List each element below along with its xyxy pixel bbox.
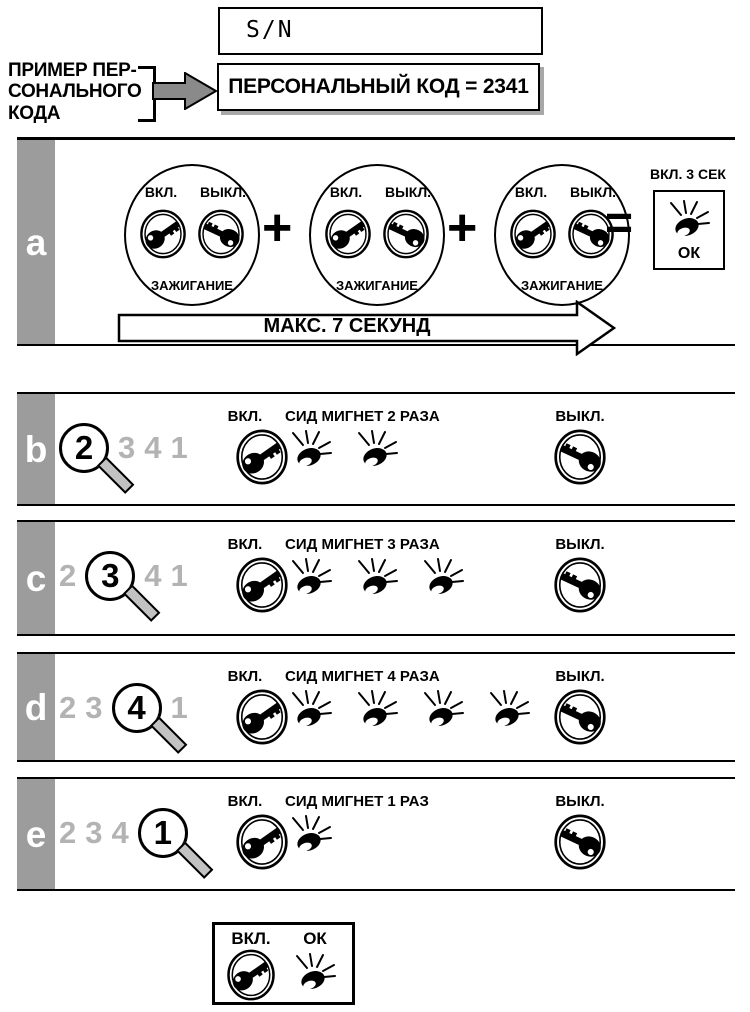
ignition-off-label: ВЫКЛ.	[569, 184, 617, 200]
code-digit-current: 3	[101, 557, 120, 594]
ok-label: ОК	[303, 929, 327, 948]
ignition-caption: ЗАЖИГАНИЕ	[151, 278, 233, 293]
led-flashes	[289, 430, 401, 470]
ignition-off-label: ВЫКЛ.	[555, 668, 605, 685]
code-step-band	[17, 777, 735, 891]
step-letter: a	[25, 221, 47, 263]
final-state-box	[212, 922, 355, 1005]
ignition-off-label: ВЫКЛ.	[555, 536, 605, 553]
ignition-key-off-icon	[553, 813, 607, 871]
ignition-on-label: ВКЛ.	[514, 184, 548, 200]
personal-code-box	[217, 63, 540, 111]
led-flash-icon	[289, 815, 335, 855]
ignition-key-off-icon	[197, 208, 245, 260]
ignition-key-on-icon	[235, 688, 289, 746]
step-band-a	[17, 137, 735, 346]
serial-number-box	[218, 7, 543, 55]
ignition-key-on-icon	[139, 208, 187, 260]
max-seconds-label: МАКС. 7 СЕКУНД	[263, 315, 431, 337]
code-digit: 3	[85, 690, 103, 725]
code-digit: 1	[170, 430, 188, 465]
ignition-on-label: ВКЛ.	[227, 793, 263, 810]
led-flash-icon	[289, 690, 335, 730]
led-flashes	[289, 690, 533, 730]
ignition-key-on-icon	[509, 208, 557, 260]
code-digit-current: 1	[153, 814, 172, 851]
ignition-key-on-icon	[226, 948, 276, 1002]
result-title-label: ВКЛ. 3 СЕК	[650, 166, 726, 182]
magnifier-digit	[85, 551, 135, 601]
ok-label: ОК	[677, 245, 701, 262]
equals-sign: =	[605, 197, 634, 250]
led-blink-label: СИД МИГНЕТ 1 РАЗ	[285, 793, 429, 810]
ignition-on-label: ВКЛ.	[227, 536, 263, 553]
led-flashes	[289, 558, 467, 598]
ignition-key-off-icon	[382, 208, 430, 260]
code-step-band	[17, 652, 735, 762]
code-digit: 1	[170, 558, 188, 593]
step-letter: d	[24, 686, 48, 728]
led-flash-icon	[355, 690, 401, 730]
ignition-key-off-icon	[553, 688, 607, 746]
ignition-key-on-icon	[235, 813, 289, 871]
ignition-key-off-icon	[553, 428, 607, 486]
ignition-key-off-icon	[553, 556, 607, 614]
code-digit-current: 4	[127, 689, 146, 726]
magnifier-handle	[176, 841, 213, 878]
result-ok-box	[653, 190, 725, 270]
ignition-key-on-icon	[324, 208, 372, 260]
code-digit: 3	[118, 430, 136, 465]
code-step-band	[17, 520, 735, 636]
led-flash-icon	[355, 430, 401, 470]
ignition-on-label: ВКЛ.	[144, 184, 178, 200]
personal-code-example-label: ПРИМЕР ПЕР- СОНАЛЬНОГО КОДА	[8, 60, 142, 124]
led-flash-icon	[289, 430, 335, 470]
led-flash-icon	[293, 953, 339, 993]
magnifier-digit	[112, 683, 162, 733]
code-digit: 2	[59, 690, 77, 725]
ignition-caption: ЗАЖИГАНИЕ	[336, 278, 418, 293]
code-digits	[59, 680, 188, 736]
ignition-on-label: ВКЛ.	[227, 668, 263, 685]
led-flashes	[289, 815, 335, 855]
led-flash-icon	[289, 558, 335, 598]
serial-number-label: S/N	[246, 17, 294, 43]
step-letter: c	[25, 557, 47, 599]
code-digit: 4	[144, 558, 162, 593]
ignition-on-label: ВКЛ.	[329, 184, 363, 200]
ignition-off-label: ВЫКЛ.	[555, 793, 605, 810]
code-digits	[59, 805, 188, 861]
personal-code-value: ПЕРСОНАЛЬНЫЙ КОД = 2341	[228, 75, 529, 98]
code-digit: 1	[170, 690, 188, 725]
code-step-band	[17, 392, 735, 506]
led-flash-icon	[421, 690, 467, 730]
code-digits	[59, 420, 188, 476]
led-blink-label: СИД МИГНЕТ 3 РАЗА	[285, 536, 440, 553]
led-blink-label: СИД МИГНЕТ 2 РАЗА	[285, 408, 440, 425]
step-tab	[17, 522, 55, 634]
code-digit: 3	[85, 815, 103, 850]
right-block-arrow-icon	[152, 72, 218, 110]
plus-sign: +	[447, 199, 478, 257]
max-seconds-arrow	[117, 300, 617, 356]
step-tab	[17, 779, 55, 889]
ignition-off-label: ВЫКЛ.	[199, 184, 247, 200]
ignition-switch-group	[124, 164, 260, 306]
code-digit: 4	[144, 430, 162, 465]
step-letter: e	[25, 813, 47, 855]
led-flash-icon	[487, 690, 533, 730]
step-tab	[17, 654, 55, 760]
ignition-caption: ЗАЖИГАНИЕ	[521, 278, 603, 293]
led-flash-icon	[355, 558, 401, 598]
ignition-switch-group	[309, 164, 445, 306]
ignition-key-on-icon	[235, 428, 289, 486]
magnifier-digit	[138, 808, 188, 858]
ignition-off-label: ВЫКЛ.	[384, 184, 432, 200]
step-tab	[17, 394, 55, 504]
code-digit: 2	[59, 815, 77, 850]
ignition-off-label: ВЫКЛ.	[555, 408, 605, 425]
ignition-on-label: ВКЛ.	[227, 408, 263, 425]
led-flash-icon	[667, 200, 713, 240]
step-tab	[17, 140, 55, 344]
plus-sign: +	[262, 199, 293, 257]
ignition-on-label: ВКЛ.	[231, 929, 271, 948]
code-digit: 2	[59, 558, 77, 593]
led-flash-icon	[421, 558, 467, 598]
step-letter: b	[24, 428, 48, 470]
code-digits	[59, 548, 188, 604]
code-digit-current: 2	[74, 429, 94, 466]
magnifier-digit	[59, 423, 109, 473]
ignition-key-on-icon	[235, 556, 289, 614]
code-digit: 4	[111, 815, 129, 850]
led-blink-label: СИД МИГНЕТ 4 РАЗА	[285, 668, 440, 685]
